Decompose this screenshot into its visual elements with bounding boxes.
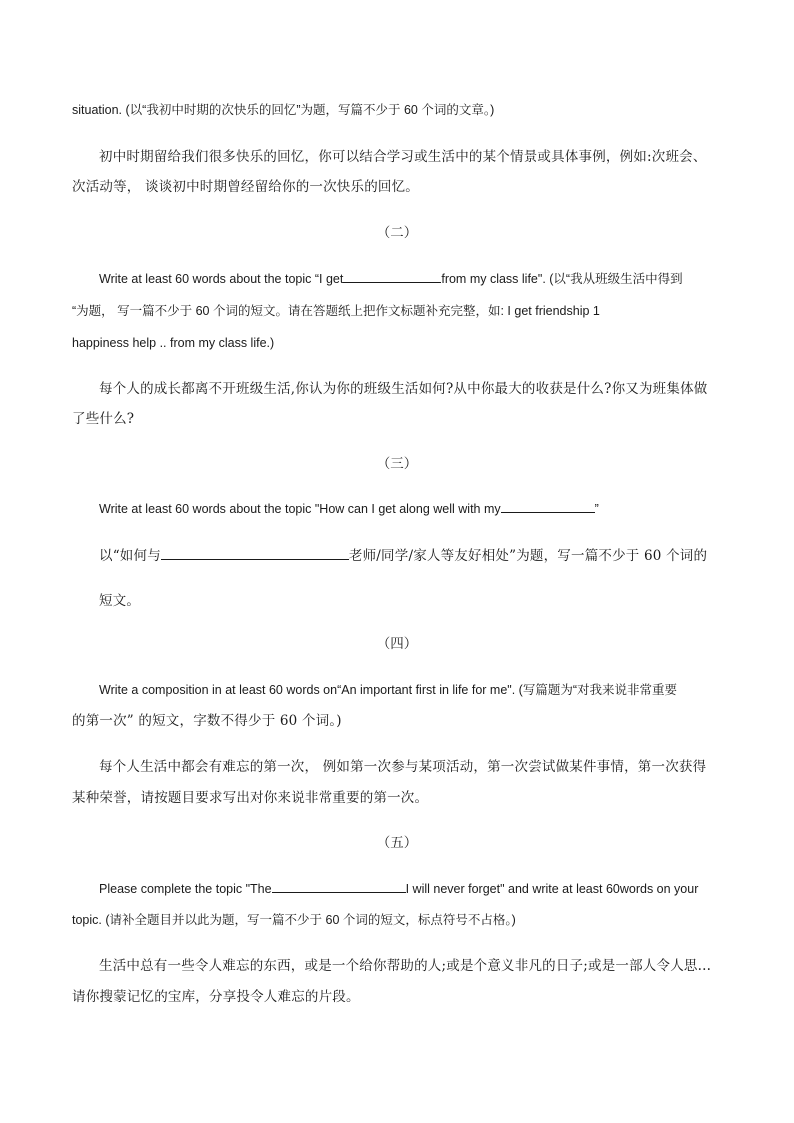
section1-line3: 次活动等， 谈谈初中时期曾经留给你的一次快乐的回忆。 [72,179,419,195]
section4-line1: Write a composition in at least 60 words on“An important first in life for me". (写篇题为“对我来说非常重要 [99,683,677,697]
section2-line5: 了些什么? [72,411,135,427]
section5-line1 [99,880,698,898]
section3-line1 [99,500,599,518]
fill-in-blank [161,547,349,560]
section1-line2: 初中时期留给我们很多快乐的回忆，你可以结合学习或生活中的某个情景或具体事例，例如:次班会、 [99,149,707,165]
section4-line2: 的第一次” 的短文，字数不得少于 60 个词。) [72,713,342,729]
section3-line1-text-b: ” [594,502,599,516]
section3-line1-text-a: Write at least 60 words about the topic "How can I get along well with my [99,502,501,516]
section4-line4: 某种荣誉，请按题目要求写出对你来说非常重要的第一次。 [72,790,429,806]
section5-line3: 生活中总有一些令人难忘的东西，或是一个给你帮助的人;或是个意义非凡的日子;或是一部人令人思... [99,958,712,974]
section3-line3: 短文。 [99,593,141,609]
section4-heading: （四） [376,636,418,652]
section5-line4: 请你搜蒙记忆的宝库，分享投令人难忘的片段。 [72,989,360,1005]
section2-line4: 每个人的成长都离不开班级生活,你认为你的班级生活如何?从中你最大的收获是什么?你又为班集体做 [99,381,708,397]
section2-line2: “为题， 写一篇不少于 60 个词的短文。请在答题纸上把作文标题补充完整，如: I get friendship 1 [72,304,600,318]
section4-line3: 每个人生活中都会有难忘的第一次， 例如第一次参与某项活动，第一次尝试做某件事情，第一次获得 [99,759,707,775]
section5-line1-text-a: Please complete the topic "The [99,882,272,896]
section2-heading: （二） [376,225,418,241]
section2-line1 [99,270,683,288]
section5-line1-text-b: I will never forget" and write at least 60words on your [405,882,699,896]
section5-heading: （五） [376,835,418,851]
fill-in-blank [343,270,441,283]
section2-line1-text-b: from my class life". (以“我从班级生活中得到 [441,272,683,286]
section3-line2-text-b: 老师/同学/家人等友好相处”为题，写一篇不少于 60 个词的 [348,548,708,564]
section3-line2 [99,547,707,565]
section3-line2-text-a: 以“如何与 [99,548,161,564]
section3-heading: （三） [376,456,418,472]
section2-line3: happiness help .. from my class life.) [72,336,275,350]
section5-line2: topic. (请补全题目并以此为题，写一篇不少于 60 个词的短文，标点符号不占格。) [72,913,516,927]
fill-in-blank [272,880,406,893]
section1-line1: situation. (以“我初中时期的次快乐的回忆”为题，写篇不少于 60 个词的文章。) [72,103,495,117]
fill-in-blank [501,500,595,513]
section2-line1-text-a: Write at least 60 words about the topic “I get [99,272,344,286]
